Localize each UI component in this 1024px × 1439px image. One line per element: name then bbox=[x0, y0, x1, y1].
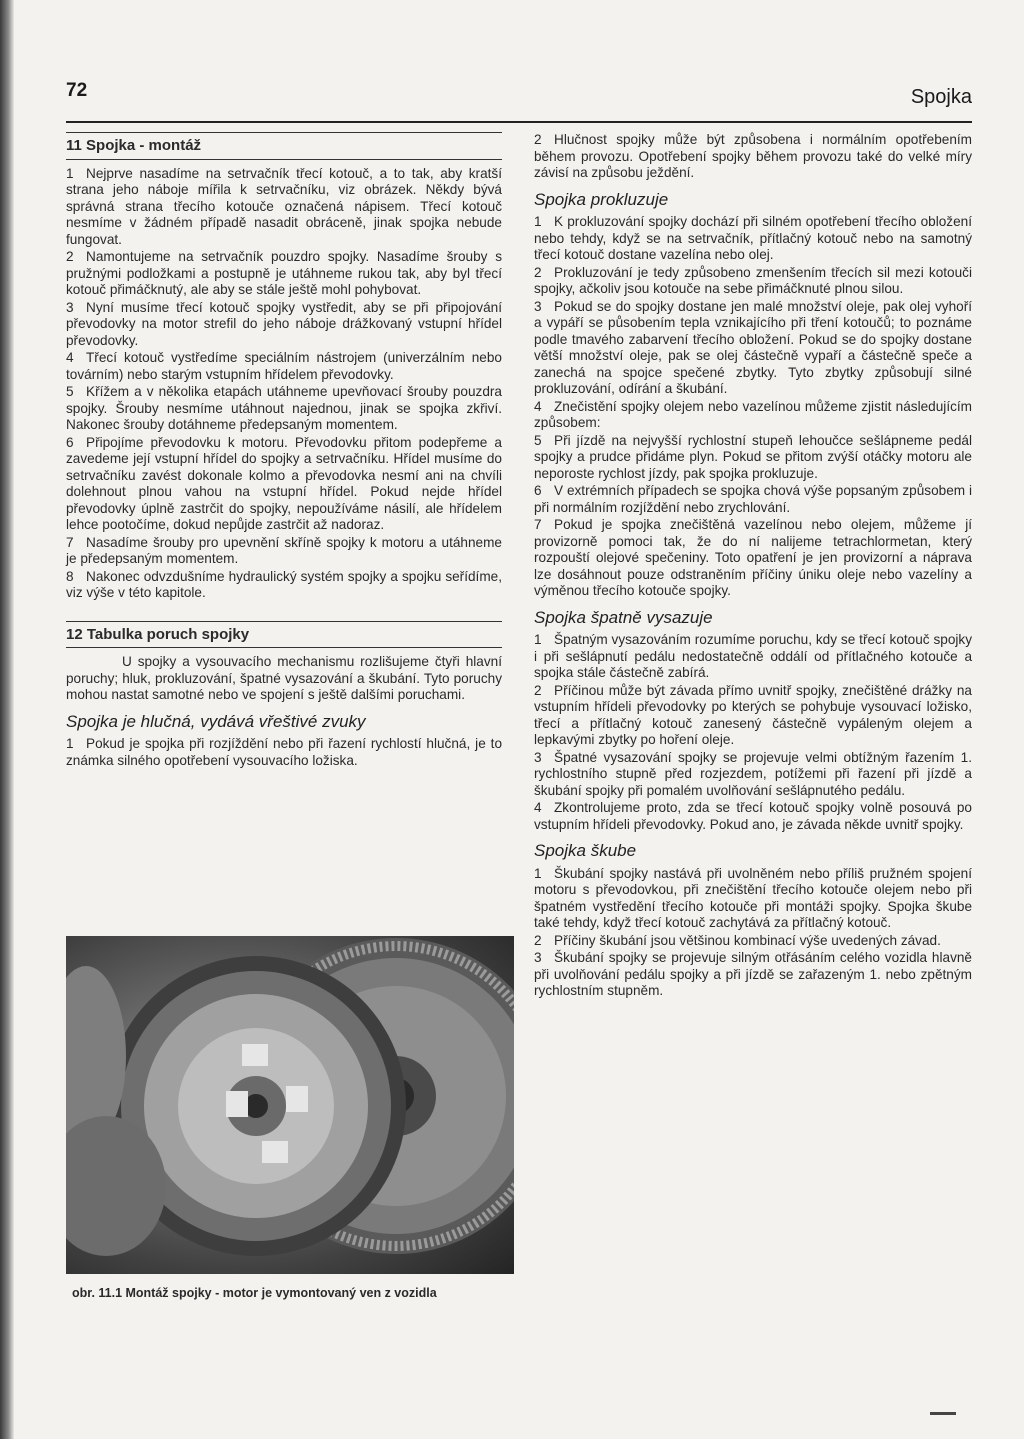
paragraph bbox=[534, 933, 972, 950]
paragraph-text: Pokud je spojka znečištěná vazelínou nebo olejem, můžeme jí provizorně pomoci tak, že do ní nalijeme tetrachlormetan, který rozpouští olejové spečeniny. Toto opatření je jen provizorní a náprava lze dosáhnout pouze odstraněním příčiny úniku oleje nebo vazelíny a výměnou třecího kotouče spojky. bbox=[534, 517, 972, 598]
paragraph-number: 3 bbox=[534, 749, 542, 765]
paragraph bbox=[534, 483, 972, 516]
paragraph-text: Nakonec odvzdušníme hydraulický systém spojky a spojku seřídíme, viz výše v této kapitole. bbox=[66, 568, 502, 600]
paragraph-text: Křížem a v několika etapách utáhneme upevňovací šrouby pouzdra spojky. Šrouby nesmíme utáhnout najednou, jinak se spojka zkřiví. Nakonec šrouby dotáhneme předepsaným momentem. bbox=[66, 384, 502, 432]
paragraph-text: Namontujeme na setrvačník pouzdro spojky. Nasadíme šrouby s pružnými podložkami a postupně je utáhneme rukou tak, aby byl třecí kotouč přimáčknutý, ale aby se stále ještě mohl pohybovat. bbox=[66, 249, 502, 297]
paragraph-text: Škubání spojky se projevuje silným otřásáním celého vozidla hlavně při uvolňování pedálu spojky a při jízdě se zařazeným 1. nebo zpětným rychlostním stupněm. bbox=[534, 950, 972, 998]
page-number: 72 bbox=[66, 80, 88, 101]
paragraph bbox=[66, 300, 502, 350]
paragraph bbox=[66, 249, 502, 299]
paragraph-number: 1 bbox=[66, 165, 74, 181]
paragraph-number: 2 bbox=[534, 132, 542, 147]
paragraph bbox=[534, 214, 972, 264]
right-column bbox=[534, 132, 972, 1001]
paragraph-text: Nyní musíme třecí kotouč spojky vystředit, aby se při připojování převodovky na motor strefil do jeho náboje drážkovaný vstupní hřídel převodovky. bbox=[66, 299, 502, 348]
subheading-slipping: Spojka prokluzuje bbox=[534, 189, 669, 209]
paragraph bbox=[534, 299, 972, 398]
paragraph-text: Třecí kotouč vystředíme speciálním nástrojem (univerzálním nebo továrním) nebo starým vstupním hřídelem převodovky. bbox=[66, 350, 502, 382]
paragraph-number: 6 bbox=[534, 483, 542, 498]
paragraph-text: Špatné vysazování spojky se projevuje velmi obtížným řazením 1. rychlostního stupně před rozjezdem, potížemi při řazení při jízdě a škubání spojky při pomalém uvolňování sešlápnutého pedálu. bbox=[534, 749, 972, 798]
paragraph-text: Prokluzování je tedy způsobeno zmenšením třecích sil mezi kotouči spojky, ačkoliv jsou kotouče na sebe přimáčknuté plnou silou. bbox=[534, 264, 972, 296]
paragraph bbox=[534, 950, 972, 1000]
section-11-body bbox=[66, 166, 502, 602]
paragraph-number: 5 bbox=[534, 432, 542, 448]
paragraph-number: 3 bbox=[534, 950, 542, 965]
paragraph bbox=[66, 569, 502, 602]
paragraph bbox=[66, 435, 502, 534]
header-rule bbox=[66, 121, 972, 123]
paragraph-text: Při jízdě na nejvyšší rychlostní stupeň lehoučce sešlápneme pedál spojky a prudce přidáme plyn. Pokud se přitom zvýší otáčky motoru ale neporoste rychlost jízdy, pak spojka prokluzuje. bbox=[534, 432, 972, 481]
paragraph bbox=[534, 399, 972, 432]
paragraph bbox=[534, 632, 972, 682]
paragraph-number: 1 bbox=[534, 865, 542, 881]
paragraph-number: 7 bbox=[534, 517, 542, 532]
paragraph-text: Příčinou může být závada přímo uvnitř spojky, znečištěné drážky na vstupním hřídeli převodovky po kterých se pohybuje vysouvací ložisko, třecí a přítlačný kotouč zanesený částečně vypáleným olejem a lepkavými zbytky po hoření oleje. bbox=[534, 682, 972, 747]
paragraph-text: Příčiny škubání jsou většinou kombinací výše uvedených závad. bbox=[554, 932, 941, 948]
section-12-title: 12 Tabulka poruch spojky bbox=[66, 621, 502, 649]
paragraph bbox=[534, 132, 972, 182]
paragraph bbox=[534, 265, 972, 298]
paragraph bbox=[534, 517, 972, 600]
paragraph-text: V extrémních případech se spojka chová výše popsaným způsobem i při normálním rozjíždění nebo zrychlování. bbox=[534, 483, 972, 515]
paragraph-number: 4 bbox=[66, 350, 74, 365]
paragraph-number: 2 bbox=[66, 249, 74, 264]
paragraph-text: Zkontrolujeme proto, zda se třecí kotouč spojky volně posouvá po vstupním hřídeli převodovky. Pokud ano, je závada někde uvnitř spojky. bbox=[534, 800, 972, 832]
paragraph-text: Připojíme převodovku k motoru. Převodovku přitom podepřeme a zavedeme její vstupní hřídel do spojky a setrvačníku. Hřídel musíme do setrvačníku zavést dokonale kolmo a převodovka nesmí ani na chvíli dolehnout plnou vahou na vstupní hřídel. Pokud nejde hřídel převodovky úplně zastrčit do spojky, nepoužíváme násilí, ale hřídelem lehce pootočíme, dokud nepůjde zastrčit až nadoraz. bbox=[66, 434, 502, 532]
paragraph-text: Špatným vysazováním rozumíme poruchu, kdy se třecí kotouč spojky i při sešlápnutí pedálu nedostatečně oddálí od přítlačného kotouče a spojka stále částečně zabírá. bbox=[534, 632, 972, 680]
paragraph-number: 1 bbox=[66, 736, 74, 751]
paragraph-number: 4 bbox=[534, 398, 542, 414]
paragraph-number: 4 bbox=[534, 800, 542, 815]
paragraph-text: Škubání spojky nastává při uvolněném nebo příliš pružném spojení motoru s převodovkou, při znečištění třecího kotouče olejem nebo při špatném vystředění třecího kotouče při montáži spojky. Spojka škube také tehdy, když třecí kotouč zachytává za přítlačný kotouč. bbox=[534, 865, 972, 930]
subheading-disengage: Spojka špatně vysazuje bbox=[534, 607, 713, 627]
paragraph-number: 2 bbox=[534, 932, 542, 948]
paragraph bbox=[66, 535, 502, 568]
paragraph bbox=[66, 736, 502, 769]
paragraph-number: 1 bbox=[534, 632, 542, 647]
subheading-judder: Spojka škube bbox=[534, 841, 637, 860]
spacer bbox=[66, 603, 502, 621]
section-11-title: 11 Spojka - montáž bbox=[66, 132, 502, 160]
paragraph bbox=[534, 683, 972, 749]
paragraph-text: Nejprve nasadíme na setrvačník třecí kotouč, a to tak, aby kratší strana jeho náboje mířila k setrvačníku, viz obrázek. Někdy bývá správná strana třecího kotouče označená nápisem. Třecí kotouč nesmíme v žádném případě nasadit obráceně, jinak spojka nebude fungovat. bbox=[66, 165, 502, 247]
paragraph bbox=[534, 800, 972, 833]
paragraph-number: 3 bbox=[534, 298, 542, 314]
paragraph bbox=[534, 866, 972, 932]
clutch-photo-illustration bbox=[66, 936, 514, 1274]
paragraph bbox=[534, 433, 972, 483]
paragraph bbox=[66, 350, 502, 383]
left-column bbox=[66, 132, 502, 770]
paragraph-number: 2 bbox=[534, 264, 542, 280]
paragraph-text: Znečistění spojky olejem nebo vazelínou můžeme zjistit následujícím způsobem: bbox=[534, 398, 972, 430]
paragraph-number: 5 bbox=[66, 384, 74, 399]
paragraph-number: 7 bbox=[66, 534, 74, 550]
paragraph-number: 2 bbox=[534, 682, 542, 698]
paragraph bbox=[66, 166, 502, 249]
section-12-intro: U spojky a vysouvacího mechanismu rozlišujeme čtyři hlavní poruchy; hluk, prokluzování, špatné vysazování a škubání. Tyto poruchy mohou nastat samotné nebo ve spojení s ještě dalšími poruchami. bbox=[66, 654, 502, 702]
paragraph-number: 6 bbox=[66, 434, 74, 450]
clutch-photo bbox=[66, 936, 514, 1274]
paragraph bbox=[66, 384, 502, 434]
paragraph-text: Pokud je spojka při rozjíždění nebo při řazení rychlostí hlučná, je to známka silného opotřebení vysouvacího ložiska. bbox=[66, 736, 502, 768]
subheading-noise: Spojka je hlučná, vydává vřeštivé zvuky bbox=[66, 711, 366, 731]
paragraph-text: Pokud se do spojky dostane jen malé množství oleje, pak olej vyhoří a vypáří se působením tepla vznikajícího při tření kotoučů; to poznáme podle tmavého zabarvení třecího obložení. Pokud se do spojky dostane větší množství oleje, pak se olej částečně vypaří a částečně speče a zanechá na spojce spečené zbytky. Tyto zbytky způsobují silné prokluzování, odírání a škubání. bbox=[534, 298, 972, 396]
paragraph bbox=[534, 750, 972, 800]
scan-edge bbox=[0, 0, 14, 1439]
paragraph-number: 3 bbox=[66, 299, 74, 315]
paragraph-number: 8 bbox=[66, 568, 74, 584]
paragraph-text: Nasadíme šrouby pro upevnění skříně spojky k motoru a utáhneme je předepsaným momentem. bbox=[66, 534, 502, 566]
chapter-title: Spojka bbox=[910, 86, 972, 108]
figure-caption: obr. 11.1 Montáž spojky - motor je vymontovaný ven z vozidla bbox=[72, 1286, 437, 1300]
paragraph-text: K prokluzování spojky dochází při silném opotřebení třecího obložení nebo tehdy, když se na setrvačník, přítlačný kotouč nebo na samotný třecí kotouč dostane vazelína nebo olej. bbox=[534, 214, 972, 262]
paragraph-text: Hlučnost spojky může být způsobena i normálním opotřebením během provozu. Opotřebení spojky během provozu také do velké míry závisí na způsobu ježdění. bbox=[534, 132, 972, 180]
paragraph-number: 1 bbox=[534, 214, 542, 229]
scan-mark bbox=[930, 1412, 956, 1415]
